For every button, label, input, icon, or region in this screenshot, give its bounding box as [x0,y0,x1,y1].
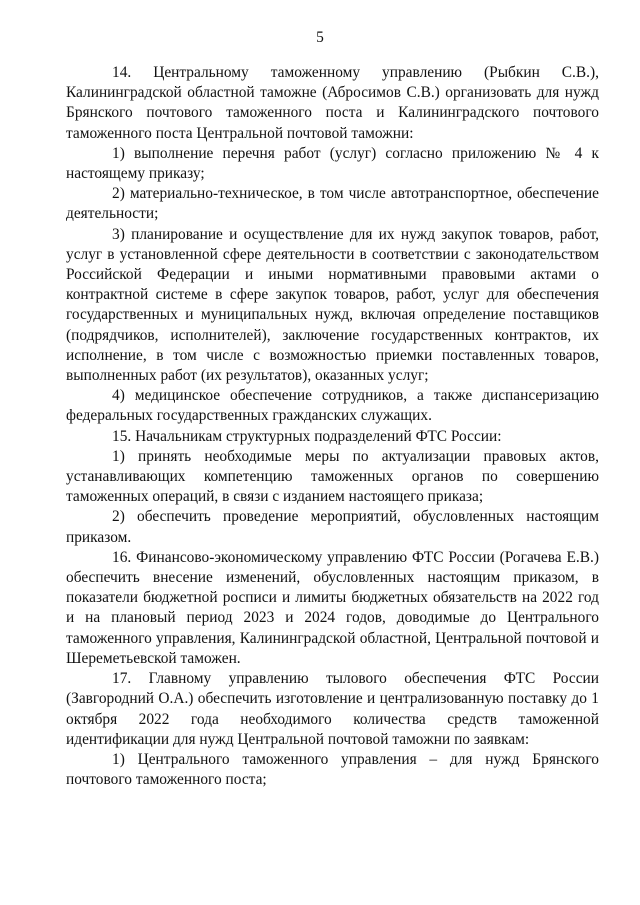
paragraph-17: 17. Главному управлению тылового обеспечения ФТС России (Завгородний О.А.) обеспечить изготовление и централизованную поставку до 1 октября 2022 года необходимого количества средств таможенной идентификации для нужд Центральной почтовой таможни по заявкам: [66,670,599,748]
document-body [66,63,599,790]
paragraph-14-item-1: 1) выполнение перечня работ (услуг) согласно приложению № 4 к настоящему приказу; [66,144,599,183]
paragraph-14-item-2: 2) материально-техническое, в том числе автотранспортное, обеспечение деятельности; [66,185,599,223]
paragraph-15: 15. Начальникам структурных подразделений ФТС России: [112,427,502,445]
paragraph-16: 16. Финансово-экономическому управлению ФТС России (Рогачева Е.В.) обеспечить внесение изменений, обусловленных настоящим приказом, в показатели бюджетной росписи и лимиты бюджетных обязательств на 2022 год и на плановый период 2023 и 2024 годов, доводимые до Центрального таможенного управления, Калининградской областной, Центральной почтовой и Шереметьевской таможен. [66,548,599,667]
paragraph-14: 14. Центральному таможенному управлению (Рыбкин С.В.), Калининградской областной таможне (Абросимов С.В.) организовать для нужд Брянского почтового таможенного поста и Калининградского почтового таможенного поста Центральной почтовой таможни: [66,64,599,142]
paragraph-15-item-2: 2) обеспечить проведение мероприятий, обусловленных настоящим приказом. [66,508,599,546]
paragraph-14-item-3: 3) планирование и осуществление для их нужд закупок товаров, работ, услуг в установленной сфере деятельности в соответствии с законодательством Российской Федерации и иными нормативными правовыми актами о контрактной системе в сфере закупок товаров, работ, услуг для обеспечения государственных и муниципальных нужд, включая определение поставщиков (подрядчиков, исполнителей), заключение государственных контрактов, их исполнение, в том числе с возможностью приемки поставленных товаров, выполненных работ (их результатов), оказанных услуг; [66,225,599,385]
paragraph-17-item-1: 1) Центрального таможенного управления – для нужд Брянского почтового таможенного поста; [66,750,599,789]
page-number: 5 [316,29,324,46]
paragraph-15-item-1: 1) принять необходимые меры по актуализации правовых актов, устанавливающих компетенцию таможенных органов по совершению таможенных операций, в связи с изданием настоящего приказа; [66,447,599,506]
paragraph-14-item-4: 4) медицинское обеспечение сотрудников, а также диспансеризацию федеральных государственных гражданских служащих. [66,387,599,425]
